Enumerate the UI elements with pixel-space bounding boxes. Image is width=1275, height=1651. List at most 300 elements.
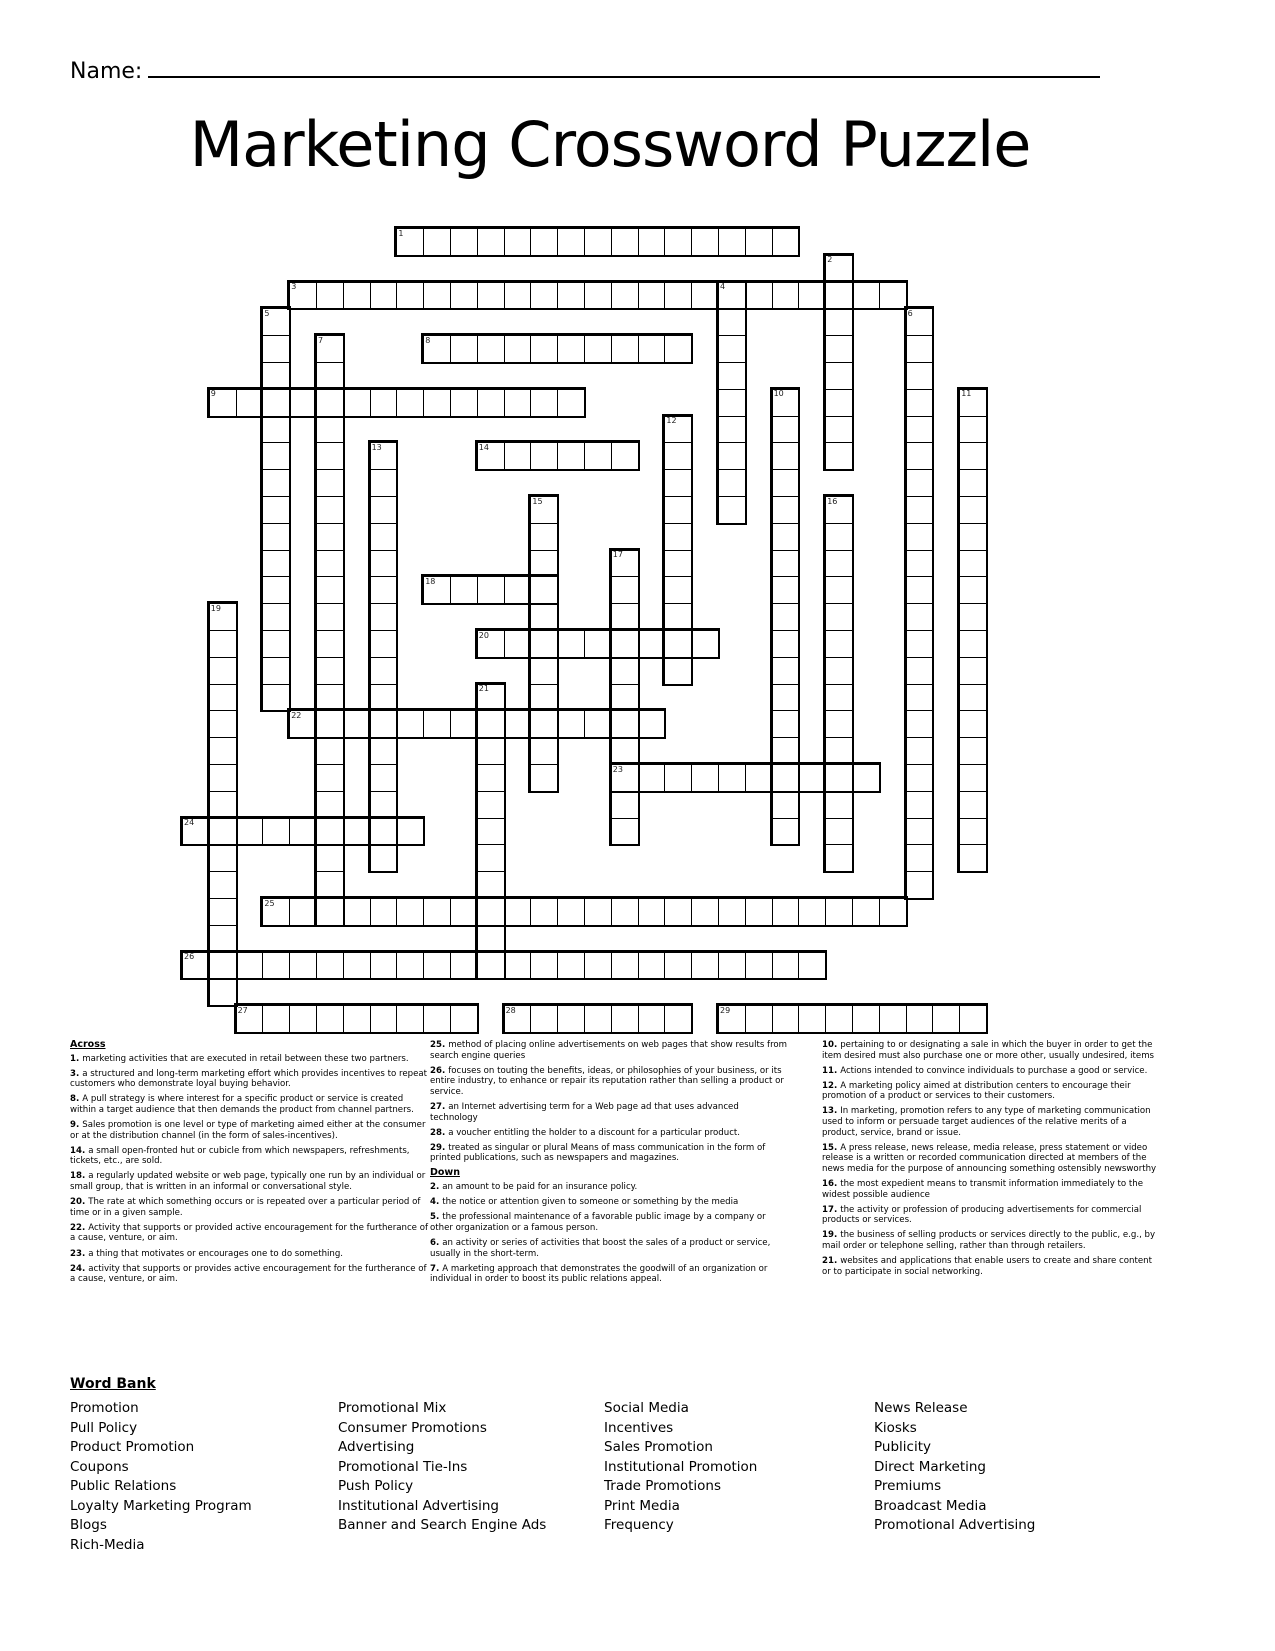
word-bank-item: Promotion	[70, 1400, 139, 1416]
grid-cell	[370, 1005, 397, 1032]
grid-cell	[289, 1005, 316, 1032]
grid-cell	[396, 389, 423, 416]
clue-text: A marketing approach that demonstrates the goodwill of an organization or individual in order to boost its public relations appeal.	[430, 1263, 768, 1285]
grid-cell	[316, 469, 343, 496]
grid-cell	[477, 952, 504, 979]
grid-cell	[906, 1005, 933, 1032]
grid-cell	[262, 550, 289, 577]
clue-number-label: 25	[264, 898, 275, 908]
grid-cell	[718, 764, 745, 791]
grid-cell	[584, 1005, 611, 1032]
grid-cell	[477, 710, 504, 737]
grid-cell	[209, 925, 236, 952]
grid-cell	[772, 282, 799, 309]
grid-cell	[370, 684, 397, 711]
clue-num: 4.	[430, 1197, 443, 1208]
grid-cell	[906, 737, 933, 764]
clue-number-label: 23	[612, 764, 623, 774]
grid-cell	[262, 442, 289, 469]
grid-cell	[906, 791, 933, 818]
grid-cell	[530, 282, 557, 309]
grid-cell	[611, 442, 638, 469]
clue-item	[70, 1171, 428, 1192]
grid-cell	[825, 389, 852, 416]
grid-cell	[611, 684, 638, 711]
grid-cell	[396, 1005, 423, 1032]
grid-cell	[772, 442, 799, 469]
grid-cell	[825, 550, 852, 577]
grid-cell	[959, 818, 986, 845]
grid-cell	[262, 496, 289, 523]
clue-num: 18.	[70, 1171, 89, 1182]
grid-cell	[691, 630, 718, 657]
grid-cell	[370, 576, 397, 603]
grid-cell	[772, 684, 799, 711]
grid-cell	[906, 630, 933, 657]
grid-cell	[798, 898, 825, 925]
clue-number-label: 17	[612, 550, 623, 560]
grid-cell	[959, 737, 986, 764]
clue-item	[70, 1264, 428, 1285]
clue-num: 6.	[430, 1237, 443, 1248]
grid-cell	[557, 630, 584, 657]
grid-cell	[450, 898, 477, 925]
grid-cell	[530, 952, 557, 979]
grid-cell	[343, 1005, 370, 1032]
grid-cell	[450, 1005, 477, 1032]
grid-cell	[236, 389, 263, 416]
clue-text: an amount to be paid for an insurance policy.	[442, 1182, 638, 1193]
grid-cell	[316, 523, 343, 550]
word-bank-item: Blogs	[70, 1517, 107, 1533]
grid-cell	[584, 282, 611, 309]
grid-cell	[745, 898, 772, 925]
grid-cell	[825, 630, 852, 657]
word-bank-item: Frequency	[604, 1517, 674, 1533]
grid-cell	[825, 844, 852, 871]
grid-cell	[906, 764, 933, 791]
grid-cell	[530, 1005, 557, 1032]
grid-cell	[906, 550, 933, 577]
grid-cell	[316, 952, 343, 979]
grid-cell	[906, 844, 933, 871]
grid-cell	[504, 282, 531, 309]
clue-text: Sales promotion is one level or type of marketing aimed either at the consumer or at the distribution channel (in the form of sales-incentives).	[70, 1120, 426, 1141]
word-bank-item: Loyalty Marketing Program	[70, 1497, 252, 1514]
grid-cell	[691, 228, 718, 255]
grid-cell	[370, 496, 397, 523]
grid-cell	[316, 550, 343, 577]
grid-cell	[316, 657, 343, 684]
grid-cell	[423, 1005, 450, 1032]
clue-text: A press release, news release, media release, press statement or video release is a written or recorded communication directed at members of the news media for the purpose of announcing something ostensibly newsworthy	[822, 1142, 1157, 1174]
clue-number-label: 28	[505, 1005, 516, 1015]
clue-column-1	[70, 1040, 428, 1289]
grid-cell	[316, 416, 343, 443]
grid-cell	[638, 1005, 665, 1032]
grid-cell	[423, 228, 450, 255]
clue-text: pertaining to or designating a sale in which the buyer in order to get the item desired must also purchase one or more other, usually undesired, items	[822, 1040, 1155, 1061]
grid-cell	[959, 657, 986, 684]
grid-cell	[584, 335, 611, 362]
word-bank-item: Consumer Promotions	[338, 1419, 487, 1436]
word-bank-item: Direct Marketing	[874, 1458, 986, 1475]
word-bank-item: Banner and Search Engine Ads	[338, 1517, 547, 1533]
grid-cell	[745, 952, 772, 979]
grid-cell	[772, 576, 799, 603]
grid-cell	[611, 228, 638, 255]
grid-cell	[316, 710, 343, 737]
grid-cell	[825, 442, 852, 469]
clue-item	[70, 1069, 428, 1090]
word-bank-item: Institutional Promotion	[604, 1458, 758, 1475]
grid-cell	[316, 764, 343, 791]
clue-number-label: 29	[720, 1005, 731, 1015]
grid-cell	[852, 282, 879, 309]
clue-item	[70, 1249, 428, 1260]
clue-number-label: 16	[827, 496, 838, 506]
grid-cell	[906, 469, 933, 496]
clue-text: treated as singular or plural Means of mass communication in the form of printed publications, such as newspapers and magazines.	[430, 1142, 766, 1164]
word-bank-item: Public Relations	[70, 1478, 177, 1494]
grid-cell	[209, 764, 236, 791]
clue-num: 7.	[430, 1263, 443, 1274]
grid-cell	[959, 523, 986, 550]
grid-cell	[959, 550, 986, 577]
grid-cell	[370, 630, 397, 657]
word-bank-item: News Release	[874, 1400, 968, 1416]
clue-text: the notice or attention given to someone or something by the media	[442, 1197, 739, 1208]
word-bank-item: Coupons	[70, 1458, 129, 1475]
grid-cell	[370, 550, 397, 577]
grid-cell	[691, 952, 718, 979]
grid-cell	[557, 1005, 584, 1032]
grid-cell	[664, 496, 691, 523]
clue-number-label: 5	[264, 308, 270, 318]
grid-cell	[370, 898, 397, 925]
grid-cell	[262, 657, 289, 684]
clue-number-label: 10	[773, 389, 784, 399]
grid-cell	[584, 442, 611, 469]
clue-item	[822, 1040, 1158, 1061]
grid-cell	[504, 952, 531, 979]
grid-cell	[477, 335, 504, 362]
word-bank-column-2	[338, 1399, 546, 1536]
grid-cell	[262, 952, 289, 979]
grid-cell	[262, 416, 289, 443]
clue-number-label: 21	[478, 684, 489, 694]
grid-cell	[879, 1005, 906, 1032]
grid-cell	[209, 791, 236, 818]
grid-cell	[906, 871, 933, 898]
grid-cell	[209, 710, 236, 737]
grid-cell	[718, 389, 745, 416]
grid-cell	[316, 362, 343, 389]
grid-cell	[316, 684, 343, 711]
grid-cell	[959, 710, 986, 737]
grid-cell	[477, 389, 504, 416]
grid-cell	[423, 710, 450, 737]
grid-cell	[825, 764, 852, 791]
clue-item	[430, 1066, 788, 1098]
word-bank-item: Rich-Media	[70, 1536, 145, 1553]
clue-number-label: 8	[425, 335, 431, 345]
grid-cell	[959, 469, 986, 496]
grid-cell	[530, 684, 557, 711]
grid-cell	[236, 818, 263, 845]
grid-cell	[825, 416, 852, 443]
grid-cell	[209, 978, 236, 1005]
grid-cell	[343, 818, 370, 845]
clue-number-label: 19	[210, 603, 221, 613]
grid-cell	[611, 898, 638, 925]
clue-number-label: 7	[318, 335, 324, 345]
name-label: Name:	[70, 59, 143, 84]
grid-cell	[262, 389, 289, 416]
clue-item	[822, 1143, 1158, 1175]
grid-cell	[316, 1005, 343, 1032]
grid-cell	[611, 952, 638, 979]
grid-cell	[691, 282, 718, 309]
word-bank-item: Promotional Tie-Ins	[338, 1458, 468, 1475]
grid-cell	[906, 496, 933, 523]
clue-number-label: 15	[532, 496, 543, 506]
grid-cell	[825, 603, 852, 630]
clues-heading: Across	[70, 1039, 106, 1050]
grid-cell	[557, 442, 584, 469]
grid-cell	[530, 764, 557, 791]
clue-item	[822, 1081, 1158, 1102]
clue-number-label: 20	[478, 630, 489, 640]
grid-cell	[745, 1005, 772, 1032]
grid-cell	[209, 684, 236, 711]
grid-cell	[209, 630, 236, 657]
grid-cell	[772, 228, 799, 255]
clue-number-label: 2	[827, 255, 833, 265]
grid-cell	[370, 844, 397, 871]
grid-cell	[530, 603, 557, 630]
grid-cell	[959, 603, 986, 630]
clue-number-label: 24	[184, 818, 195, 828]
word-bank-column-3	[604, 1399, 757, 1536]
grid-cell	[611, 282, 638, 309]
clue-item	[430, 1264, 788, 1285]
clue-number-label: 9	[210, 389, 216, 399]
grid-cell	[504, 442, 531, 469]
grid-cell	[370, 764, 397, 791]
grid-cell	[772, 630, 799, 657]
grid-cell	[959, 844, 986, 871]
grid-cell	[262, 684, 289, 711]
grid-cell	[825, 576, 852, 603]
clue-num: 23.	[70, 1248, 89, 1259]
clue-item	[822, 1256, 1158, 1277]
clue-text: In marketing, promotion refers to any type of marketing communication used to inform or persuade target audiences of the relative merits of a product, service, brand or issue.	[822, 1106, 1151, 1138]
grid-cell	[262, 576, 289, 603]
grid-cell	[825, 1005, 852, 1032]
word-bank-item: Trade Promotions	[604, 1478, 721, 1494]
grid-cell	[959, 576, 986, 603]
grid-cell	[611, 737, 638, 764]
grid-cell	[906, 603, 933, 630]
grid-cell	[691, 764, 718, 791]
grid-cell	[450, 576, 477, 603]
grid-cell	[718, 228, 745, 255]
grid-cell	[772, 737, 799, 764]
grid-cell	[932, 1005, 959, 1032]
grid-cell	[316, 630, 343, 657]
grid-cell	[262, 362, 289, 389]
grid-cell	[772, 496, 799, 523]
grid-cell	[772, 657, 799, 684]
grid-cell	[530, 630, 557, 657]
clue-num: 15.	[822, 1142, 841, 1153]
clue-item	[430, 1238, 788, 1259]
grid-cell	[718, 469, 745, 496]
grid-cell	[638, 898, 665, 925]
word-bank-item: Social Media	[604, 1400, 689, 1416]
grid-cell	[611, 791, 638, 818]
grid-cell	[959, 684, 986, 711]
clue-num: 12.	[822, 1080, 841, 1091]
grid-cell	[611, 710, 638, 737]
grid-cell	[664, 228, 691, 255]
grid-cell	[584, 898, 611, 925]
grid-cell	[772, 710, 799, 737]
grid-cell	[718, 416, 745, 443]
grid-cell	[959, 1005, 986, 1032]
grid-cell	[209, 737, 236, 764]
word-bank-item: Broadcast Media	[874, 1497, 987, 1514]
word-bank-column-1	[70, 1399, 252, 1555]
grid-cell	[450, 335, 477, 362]
clue-item	[70, 1146, 428, 1167]
grid-cell	[638, 282, 665, 309]
grid-cell	[906, 684, 933, 711]
clue-item	[70, 1197, 428, 1218]
grid-cell	[745, 282, 772, 309]
grid-cell	[477, 791, 504, 818]
clue-text: focuses on touting the benefits, ideas, or philosophies of your business, or its entire industry, to enhance or repair its reputation rather than selling a product or service.	[430, 1065, 784, 1097]
grid-cell	[370, 818, 397, 845]
clue-num: 28.	[430, 1127, 449, 1138]
grid-cell	[370, 791, 397, 818]
grid-cell	[530, 228, 557, 255]
grid-cell	[477, 737, 504, 764]
word-bank-item: Institutional Advertising	[338, 1497, 500, 1514]
grid-cell	[530, 710, 557, 737]
clue-item	[430, 1102, 788, 1123]
grid-cell	[557, 898, 584, 925]
grid-cell	[959, 630, 986, 657]
grid-cell	[209, 657, 236, 684]
grid-cell	[262, 603, 289, 630]
grid-cell	[504, 630, 531, 657]
grid-cell	[396, 818, 423, 845]
clue-item	[430, 1128, 788, 1139]
grid-cell	[530, 550, 557, 577]
clue-num: 16.	[822, 1179, 841, 1190]
grid-cell	[316, 818, 343, 845]
clue-text: websites and applications that enable users to create and share content or to participate in social networking.	[822, 1256, 1152, 1277]
crossword-grid	[182, 228, 988, 1034]
grid-cell	[584, 228, 611, 255]
grid-cell	[423, 282, 450, 309]
clue-num: 20.	[70, 1197, 89, 1208]
grid-cell	[906, 576, 933, 603]
grid-cell	[664, 952, 691, 979]
grid-cell	[262, 335, 289, 362]
grid-cell	[209, 818, 236, 845]
clue-item	[430, 1143, 788, 1164]
clue-number-label: 18	[425, 576, 436, 586]
grid-cell	[745, 228, 772, 255]
grid-cell	[209, 898, 236, 925]
grid-cell	[825, 282, 852, 309]
grid-cell	[530, 576, 557, 603]
clue-text: a voucher entitling the holder to a discount for a particular product.	[448, 1127, 741, 1138]
grid-cell	[906, 523, 933, 550]
clue-num: 14.	[70, 1145, 89, 1156]
grid-cell	[396, 282, 423, 309]
grid-cell	[450, 228, 477, 255]
grid-cell	[906, 710, 933, 737]
grid-cell	[772, 1005, 799, 1032]
grid-cell	[718, 952, 745, 979]
word-bank-item: Promotional Mix	[338, 1400, 447, 1416]
grid-cell	[209, 952, 236, 979]
grid-cell	[772, 818, 799, 845]
grid-cell	[209, 844, 236, 871]
grid-cell	[638, 228, 665, 255]
word-bank-item: Sales Promotion	[604, 1439, 713, 1455]
clue-column-2	[430, 1040, 788, 1289]
grid-cell	[477, 764, 504, 791]
grid-cell	[209, 871, 236, 898]
grid-cell	[557, 710, 584, 737]
grid-cell	[718, 362, 745, 389]
grid-cell	[584, 630, 611, 657]
clue-num: 24.	[70, 1263, 89, 1274]
grid-cell	[530, 898, 557, 925]
clue-number-label: 6	[907, 308, 913, 318]
grid-cell	[343, 898, 370, 925]
grid-cell	[477, 576, 504, 603]
grid-cell	[772, 898, 799, 925]
grid-cell	[664, 657, 691, 684]
grid-cell	[718, 496, 745, 523]
grid-cell	[450, 952, 477, 979]
grid-cell	[370, 282, 397, 309]
grid-cell	[584, 952, 611, 979]
clue-number-label: 4	[720, 282, 726, 292]
clue-item	[430, 1040, 788, 1061]
grid-cell	[477, 228, 504, 255]
clue-num: 25.	[430, 1040, 449, 1050]
clue-text: a regularly updated website or web page, typically one run by an individual or small group, that is written in an informal or conversational style.	[70, 1171, 426, 1193]
clue-item	[70, 1054, 428, 1065]
grid-cell	[423, 952, 450, 979]
grid-cell	[959, 791, 986, 818]
grid-cell	[772, 416, 799, 443]
grid-cell	[745, 764, 772, 791]
grid-cell	[825, 362, 852, 389]
grid-cell	[798, 952, 825, 979]
grid-cell	[825, 335, 852, 362]
grid-cell	[664, 442, 691, 469]
grid-cell	[959, 416, 986, 443]
grid-cell	[343, 710, 370, 737]
